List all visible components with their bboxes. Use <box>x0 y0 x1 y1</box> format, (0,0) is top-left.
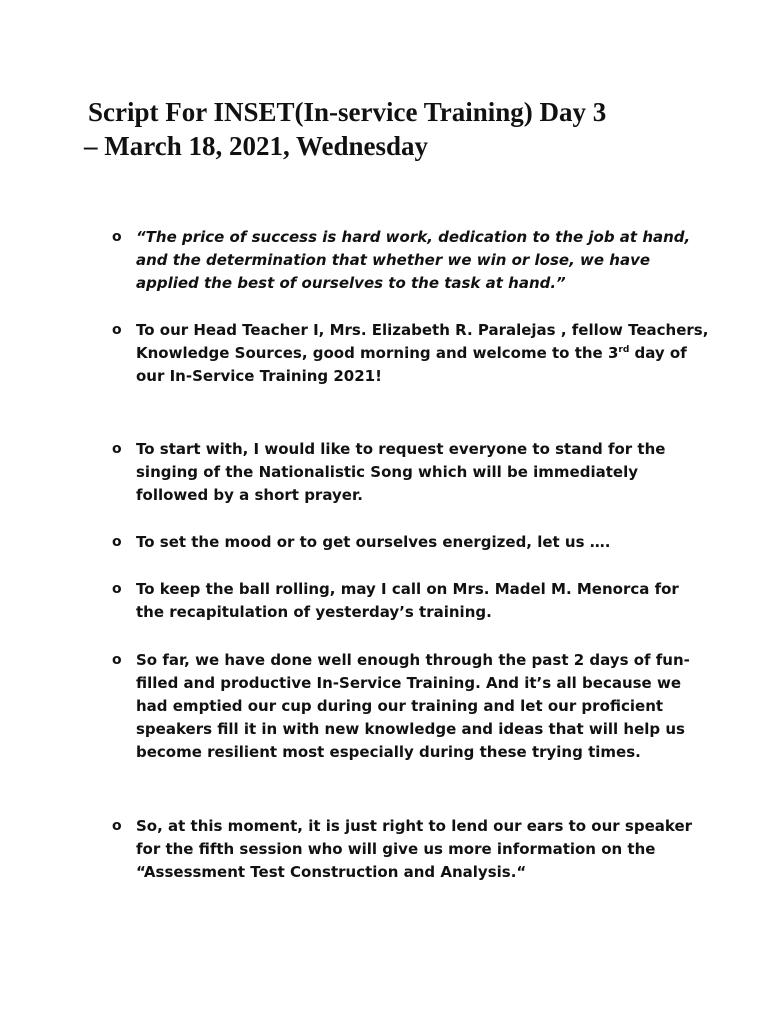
bullet-line: our In-Service Training 2021! <box>136 367 382 385</box>
bullet-line: To keep the ball rolling, may I call on Mrs. Madel M. Menorca for <box>136 580 679 598</box>
bullet-marker: o <box>112 441 122 457</box>
bullet-line: “The price of success is hard work, dedication to the job at hand, <box>136 228 691 246</box>
bullet-line: and the determination that whether we win or lose, we have <box>136 251 651 269</box>
bullet-line: for the fifth session who will give us more information on the <box>136 840 656 858</box>
bullet-text <box>136 578 679 624</box>
title-line-2: – March 18, 2021, Wednesday <box>84 131 429 161</box>
bullet-line-with-superscript <box>136 342 687 365</box>
bullet-line: had emptied our cup during our training and let our proficient <box>136 697 664 715</box>
bullet-line: the recapitulation of yesterday’s training. <box>136 603 492 621</box>
bullet-text <box>136 319 709 388</box>
document-title <box>84 95 688 163</box>
bullet-text <box>136 226 691 295</box>
bullet-marker: o <box>112 652 122 668</box>
bullet-line: applied the best of ourselves to the task at hand.” <box>136 274 566 292</box>
bullet-line: To start with, I would like to request everyone to stand for the <box>136 440 666 458</box>
bullet-marker: o <box>112 229 122 245</box>
bullet-line: To our Head Teacher I, Mrs. Elizabeth R. Paralejas , fellow Teachers, <box>136 321 709 339</box>
title-line-1: Script For INSET(In-service Training) Day 3 <box>88 97 607 127</box>
bullet-line: “Assessment Test Construction and Analysis.“ <box>136 863 527 881</box>
bullet-marker: o <box>112 818 122 834</box>
bullet-line: So far, we have done well enough through the past 2 days of fun- <box>136 651 690 669</box>
bullet-text <box>136 438 676 507</box>
bullet-line: speakers fill it in with new knowledge and ideas that will help us <box>136 720 685 738</box>
bullet-text <box>136 531 676 554</box>
bullet-text <box>136 815 693 884</box>
bullet-line-part: day of <box>629 344 687 362</box>
bullet-text <box>136 649 690 764</box>
bullet-line-part: Knowledge Sources, good morning and welcome to the 3 <box>136 344 619 362</box>
bullet-line: So, at this moment, it is just right to lend our ears to our speaker <box>136 817 693 835</box>
bullet-line: To set the mood or to get ourselves energized, let us …. <box>136 533 611 551</box>
bullet-line: filled and productive In-Service Training. And it’s all because we <box>136 674 681 692</box>
ordinal-superscript: rd <box>618 345 630 355</box>
bullet-marker: o <box>112 322 122 338</box>
bullet-line: become resilient most especially during these trying times. <box>136 743 641 761</box>
bullet-line: singing of the Nationalistic Song which will be immediately <box>136 463 638 481</box>
bullet-marker: o <box>112 534 122 550</box>
bullet-marker: o <box>112 581 122 597</box>
bullet-line: followed by a short prayer. <box>136 486 363 504</box>
